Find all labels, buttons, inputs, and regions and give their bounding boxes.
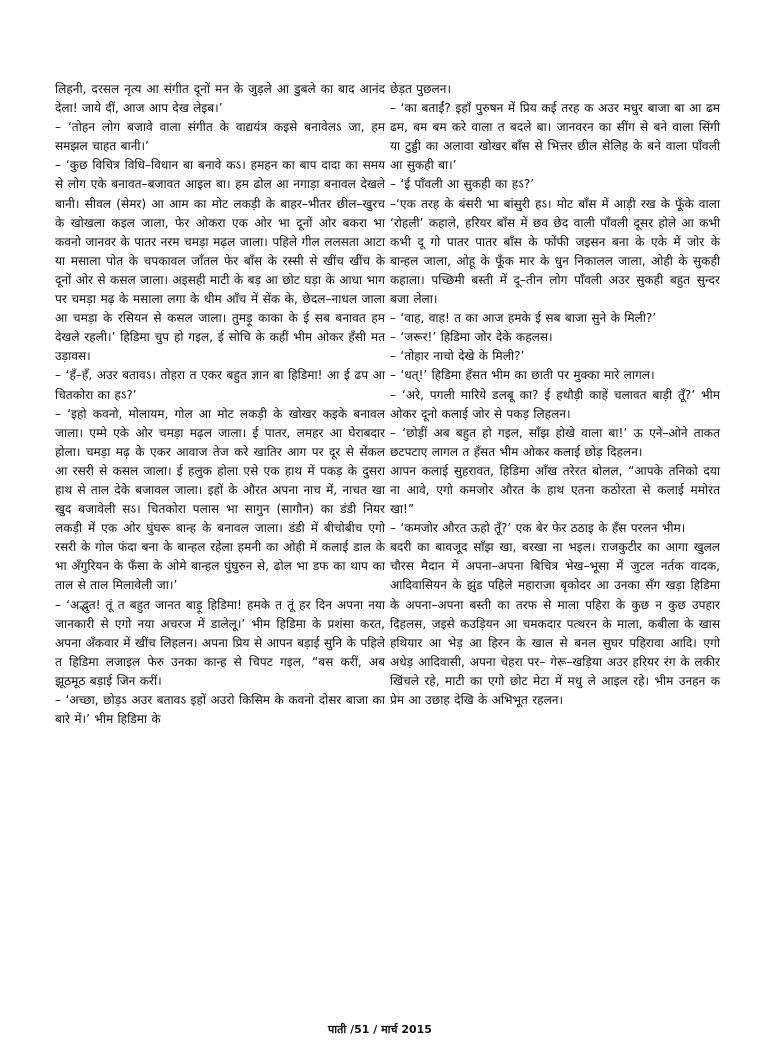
paragraph: – ‘कुछ विचित्र विधि–विधान बा बनावे कऽ। हमहन का बाप दादा का समय से लोग एके बनावत–बजावत आइल बा। हम ढोल आ नगाड़ा बनावल देखले बानी। सीवल (सेमर) आ आम का मोट लकड़ी के बाहर–भीतर छील–खुरच के खोखला कइल जाला, फेर ओकरा एक ओर भा दूनों ओर बकरा भा कवनो जानवर के पातर नरम चमड़ा मढ़ल जाला। पहिले गील ललसता आटा या मसाला पोत के चपकावल जाँतल फेर बाँस के रस्सी से खींच खींच के दूनों ओर से कसल जाला। अइसही माटी के बड़ आ छोट घड़ा के आधा भाग पर चमड़ा मढ़ के मसाला लगा के धीम आँच में सेंक के, छेदल–नाधल जाला आ चमड़ा के रसियन से कसल जाला। तुमड़ू काका के ई सब बनावत हम देखले रहली।’ हिडिमा चुप हो गइल, ई सोचि के कहीं भीम ओकर हँसी मत उड़ावस।	[55, 158, 385, 364]
paragraph: – ‘अद्भुत! तूं त बहुत जानत बाड़ू हिडिमा! हमके त तूं हर दिन अपना नया जानकारी से एगो नया अचरज में डालेलू।’ भीम हिडिमा के प्रशंसा करत, अपना अँकवार में खींच लिहलन। अपना प्रिय से आपन बड़ाई सुनि के पहिले त हिडिमा लजाइल फेरु उनका कान्ह से चिपट गइल, “बस करीं, अब झूठमूठ बड़ाई जिन करीं।	[55, 597, 385, 688]
paragraph: – ‘वाह, वाह! त का आज हमके ई सब बाजा सुने के मिली?’	[390, 311, 657, 326]
paragraph: – ‘अच्छा, छोड़ऽ अउर बतावऽ इहों अउरो किसिम के कवनो दोसर बाजा का बारे में।’ भीम हिडिमा के	[55, 693, 385, 727]
paragraph: – ‘धत्!’ हिडिमा हँसत भीम का छाती पर मुक्का मारे लागल।	[390, 368, 655, 383]
paragraph: बदरी का बावजूद साँझ खा, बरखा ना भइल। राजकुटीर का आगा खुलल चौरस मैदान में अपना–अपना बिचित्र भेख–भूसा में जुटल नर्तक वादक, आदिवासियन के झुंड पहिले महाराजा बृकोदर आ उनका सँग खड़ा हिडिमा के अपना–अपना बस्ती का तरफ से माला पहिरा के कुछ न कुछ उपहार दिहलस, जइसे कउड़ियन आ चमकदार पत्थरन के माला, कबीला के खास हथियार आ भेड़ आ हिरन के खाल से बनल सुघर पहिरावा आदि। एगो अधेड़ आदिवासी, अपना चेहरा पर– गेरू–खड़िया अउर हरियर रंग के लकीर खिंचले रहे, माटी का एगो छोट मेटा में मधु ले आइल रहे। भीम उनहन क प्रेम आ उछाह देखि के अभिभूत रहलन।	[390, 540, 720, 707]
paragraph: – ‘छोड़ीं अब बहुत हो गइल, साँझ होखे वाला बा!’ ऊ एने–ओने ताकत छटपटाए लागल त हँसत भीम ओकर कलाई छोड़ दिहलन।	[390, 425, 720, 459]
paragraph: – ‘हँ–हँ, अउर बतावऽ। तोहरा त एकर बहुत ज्ञान बा हिडिमा! आ ई ढप आ चितकोरा का हऽ?’	[55, 368, 385, 402]
paragraph: – ‘इहो कवनो, मोलायम, गोल आ मोट लकड़ी के खोखर कइके बनावल जाला। एम्मे एके ओर चमड़ा मढ़ल जाला। ई पातर, लमहर आ घेराबदार होला। चमड़ा मढ़ के एकर आवाज तेज करे खातिर आग पर दूर से सेंकल आ रसरी से कसल जाला। ई हलुक होला एसे एक हाथ में पकड़ के दुसरा हाथ से ताल देके बजावल जाला। इहों के औरत अपना नाच में, नाचत खा खुद बजावेली सऽ। चितकोरा पलास भा सागुन (सागौन) का डंडी नियर लकड़ी में एक ओर घुंघरू बान्ह के बनावल जाला। डंडी में बीचोबीच एगो रसरी के गोल फंदा बना के बान्हल रहेला हमनी का ओही में कलाई डाल के भा अँगुरियन के फँसा के ओमे बान्हल घुंघुरुन से, ढोल भा डफ का थाप का ताल से ताल मिलावेली जा।’	[55, 406, 385, 593]
paragraph: – ‘अरे, पगली मारिये डलबू का? ई हथौड़ी काहें चलावत बाड़ी तूँ?’ भीम ओकर दूनो कलाई जोर से पकड़ लिहलन।	[390, 387, 720, 421]
paragraph: छेड़त पुछलन।	[390, 82, 452, 96]
paragraph: – ‘तोहार नाचो देखे के मिली?’	[390, 349, 525, 364]
right-text-column	[390, 80, 720, 710]
paragraph: – ‘का बताईं? इहाँ पुरुषन में प्रिय कई तरह क अउर मधुर बाजा बा आ ढम ढम, बम बम करे वाला त बदले बा। जानवरन का सींग से बने वाला सिंगी या टुड्डी का अलावा खोखर बाँस से भित्तर छील सेलिह के बने वाला पाँवली आ सुकही बा।’	[390, 101, 720, 173]
left-text-column	[55, 80, 385, 729]
paragraph: लिहनी, दरसल नृत्य आ संगीत दूनों मन के जुड़ले आ डुबले का बाद आनंद देला! जाये दीं, आज आप देख लेइब।’	[55, 82, 385, 116]
paragraph: – ‘तोहन लोग बजावे वाला संगीत के वाद्ययंत्र कइसे बनावेलऽ जा, हम समझल चाहत बानी।’	[55, 120, 385, 154]
page-footer: पाती /51 / मार्च 2015	[328, 1023, 432, 1036]
paragraph: आपन कलाई सुहरावत, हिडिमा आँख तरेरत बोलल, “आपके तनिको दया ना आवे, एगो कमजोर औरत के हाथ एतना कठोरता से कलाई ममोरत खा!”	[390, 463, 720, 517]
paragraph: – ‘कमजोर औरत ऊहो तूँ?’ एक बेर फेर ठठाइ के हँस परलन भीम।	[390, 521, 686, 536]
paragraph: – ‘जरूर!’ हिडिमा जोर देके कहलस।	[390, 330, 553, 345]
paragraph: –‘एक तरह के बंसरी भा बांसुरी हऽ। मोट बाँस में आड़ी रख के फूँके वाला ‘रोहली’ कहाले, हरियर बाँस में छव छेद वाली पाँवली दूसर होले आ कभी कभी दू गो पातर पातर बाँस के फोंफी जइसन बना के एके में जोर के बान्हल जाला, ओहू के फूँक मार के धुन निकालल जाला, ओही के सुकही कहाला। पच्छिमी बस्ती में दू–तीन लोग पाँवली अउर सुकही बहुत सुन्दर बजा लेला।	[390, 196, 720, 307]
paragraph: – ‘ई पाँवली आ सुकही का हऽ?’	[390, 177, 535, 192]
